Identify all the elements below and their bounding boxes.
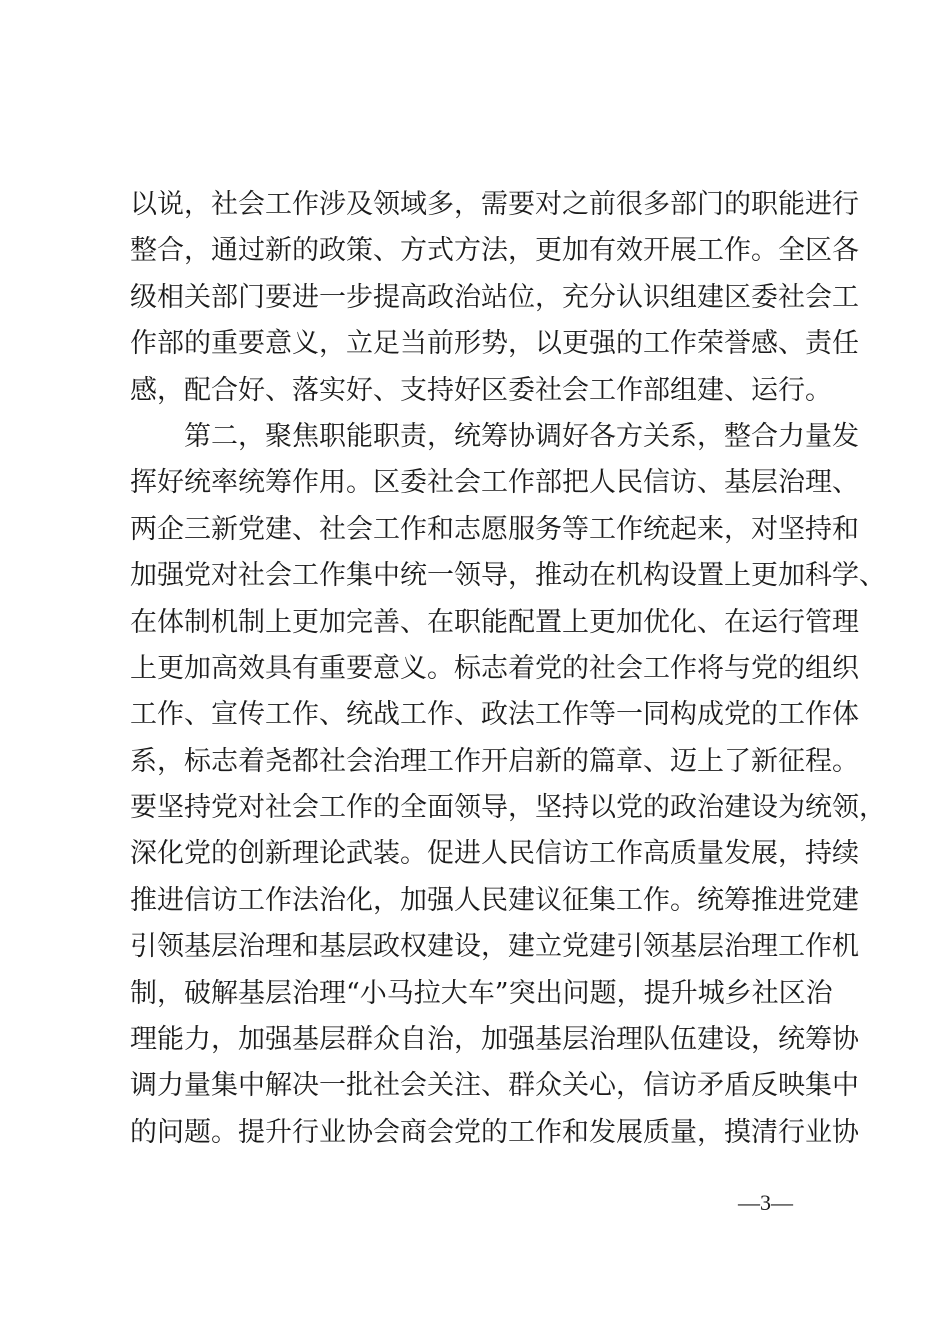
text-line: 深化党的创新理论武装。促进人民信访工作高质量发展，持续 bbox=[130, 838, 859, 870]
text-line: 以说，社会工作涉及领域多，需要对之前很多部门的职能进行 bbox=[130, 189, 859, 220]
text-line: 挥好统率统筹作用。区委社会工作部把人民信访、基层治理、 bbox=[130, 467, 859, 499]
text-line: 系，标志着尧都社会治理工作开启新的篇章、迈上了新征程。 bbox=[130, 745, 859, 777]
text-line: 在体制机制上更加完善、在职能配置上更加优化、在运行管理 bbox=[130, 606, 859, 638]
text-line: 的问题。提升行业协会商会党的工作和发展质量，摸清行业协 bbox=[130, 1116, 859, 1148]
text-line: 要坚持党对社会工作的全面领导，坚持以党的政治建设为统领， bbox=[130, 792, 886, 824]
paragraph-second-point bbox=[130, 414, 886, 1156]
text-line: 感，配合好、落实好、支持好区委社会工作部组建、运行。 bbox=[130, 374, 832, 406]
text-line: 引领基层治理和基层政权建设，建立党建引领基层治理工作机 bbox=[130, 931, 859, 963]
text-line: 工作、宣传工作、统战工作、政法工作等一同构成党的工作体 bbox=[130, 699, 859, 731]
text-line: 整合，通过新的政策、方式方法，更加有效开展工作。全区各 bbox=[130, 235, 859, 267]
text-line: 两企三新党建、社会工作和志愿服务等工作统起来，对坚持和 bbox=[130, 513, 859, 545]
text-line: 调力量集中解决一批社会关注、群众关心，信访矛盾反映集中 bbox=[130, 1070, 859, 1102]
text-line: 推进信访工作法治化，加强人民建议征集工作。统筹推进党建 bbox=[130, 884, 859, 916]
text-line: 第二，聚焦职能职责，统筹协调好各方关系，整合力量发 bbox=[184, 420, 859, 452]
text-line: 上更加高效具有重要意义。标志着党的社会工作将与党的组织 bbox=[130, 652, 859, 684]
page-number: —3— bbox=[738, 1190, 793, 1215]
text-line: 加强党对社会工作集中统一领导，推动在机构设置上更加科学、 bbox=[130, 560, 886, 592]
text-line: 制，破解基层治理“小马拉大车”突出问题，提升城乡社区治 bbox=[130, 977, 833, 1009]
text-line: 作部的重要意义，立足当前形势，以更强的工作荣誉感、责任 bbox=[130, 328, 859, 360]
text-line: 级相关部门要进一步提高政治站位，充分认识组建区委社会工 bbox=[130, 281, 859, 313]
paragraph-continuation bbox=[130, 182, 859, 414]
document-body bbox=[130, 182, 886, 1156]
text-line: 理能力，加强基层群众自治，加强基层治理队伍建设，统筹协 bbox=[130, 1024, 859, 1056]
